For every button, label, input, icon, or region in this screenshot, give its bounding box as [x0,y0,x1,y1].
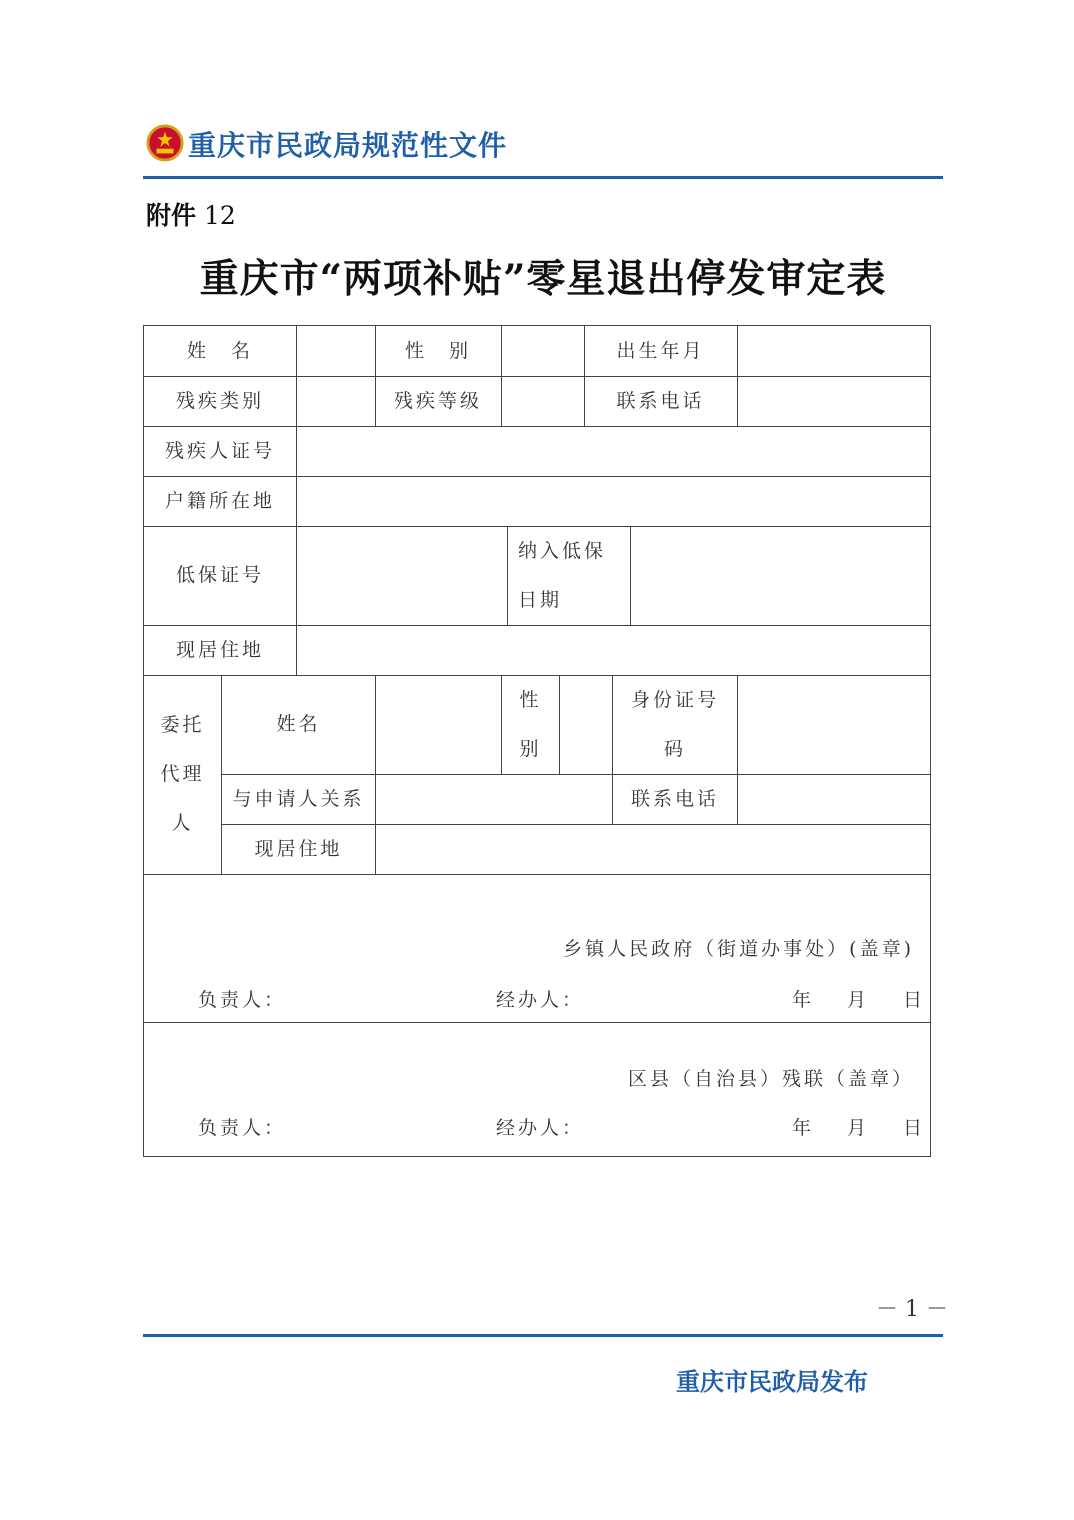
township-seal-text: 乡镇人民政府（街道办事处）(盖章) [563,938,914,960]
footer-rule [143,1334,943,1337]
dibao-date-label-line2: 日期 [518,588,563,611]
phone-label: 联系电话 [616,389,705,412]
form-table [143,325,931,1157]
agent-group-line3: 人 [171,812,194,834]
disability-level-label: 残疾等级 [393,389,482,412]
dibao-date-input[interactable] [631,526,930,625]
district-seal-text: 区县（自治县）残联（盖章） [627,1068,914,1090]
birth-input[interactable] [738,326,930,376]
agent-relation-input[interactable] [376,774,612,824]
township-handler-label: 经办人： [496,989,585,1011]
disability-id-input[interactable] [297,426,930,476]
dibao-date-label [508,526,630,625]
agent-name-label: 姓名 [276,713,321,735]
township-head-label: 负责人： [198,989,287,1011]
national-emblem-icon [146,124,184,162]
phone-input[interactable] [738,376,930,426]
agent-group-line2: 代理 [160,763,205,785]
birth-label: 出生年月 [616,339,705,362]
document-title: 重庆市“两项补贴”零星退出停发审定表 [199,256,887,302]
agent-id-label [613,675,737,774]
residence-input[interactable] [297,625,930,675]
agent-relation-label: 与申请人关系 [232,787,365,810]
name-input[interactable] [297,326,375,376]
residence-label: 现居住地 [175,638,264,661]
agent-group-label [144,675,221,874]
row-divider [144,874,930,875]
agent-gender-line2: 别 [519,737,542,760]
name-label: 姓 名 [186,339,253,362]
page-number: － 1 － [876,1297,948,1322]
publisher-label: 重庆市民政局发布 [676,1368,868,1396]
agent-residence-label: 现居住地 [254,837,343,860]
agent-gender-line1: 性 [519,688,542,711]
attachment-number: 12 [203,201,236,230]
township-month: 月 [847,989,870,1011]
agent-residence-input[interactable] [376,824,930,874]
agent-gender-label [502,675,559,774]
header-rule [143,176,943,179]
agent-phone-label: 联系电话 [630,787,719,810]
disability-id-label: 残疾人证号 [164,439,275,462]
gender-label: 性 别 [404,339,471,362]
agent-id-line2: 码 [663,737,686,760]
agent-id-line1: 身份证号 [630,688,719,711]
agent-gender-input[interactable] [560,675,612,774]
attachment-label [146,196,236,232]
attachment-prefix: 附件 [146,201,197,230]
agent-id-input[interactable] [738,675,930,774]
dibao-date-label-line1: 纳入低保 [518,539,607,562]
district-head-label: 负责人： [198,1117,287,1139]
agent-phone-input[interactable] [738,774,930,824]
household-input[interactable] [297,476,930,526]
district-handler-label: 经办人： [496,1117,585,1139]
household-label: 户籍所在地 [164,489,275,512]
township-year: 年 [792,989,815,1011]
district-month: 月 [847,1117,870,1139]
org-title: 重庆市民政局规范性文件 [188,129,508,162]
gender-input[interactable] [502,326,584,376]
dibao-id-label: 低保证号 [175,564,264,586]
dibao-id-input[interactable] [297,526,507,625]
agent-group-line1: 委托 [160,714,205,736]
township-day: 日 [903,989,926,1011]
district-year: 年 [792,1117,815,1139]
disability-type-input[interactable] [297,376,375,426]
disability-level-input[interactable] [502,376,584,426]
agent-name-input[interactable] [376,675,501,774]
row-divider [144,1022,930,1023]
disability-type-label: 残疾类别 [175,389,264,412]
district-day: 日 [903,1117,926,1139]
